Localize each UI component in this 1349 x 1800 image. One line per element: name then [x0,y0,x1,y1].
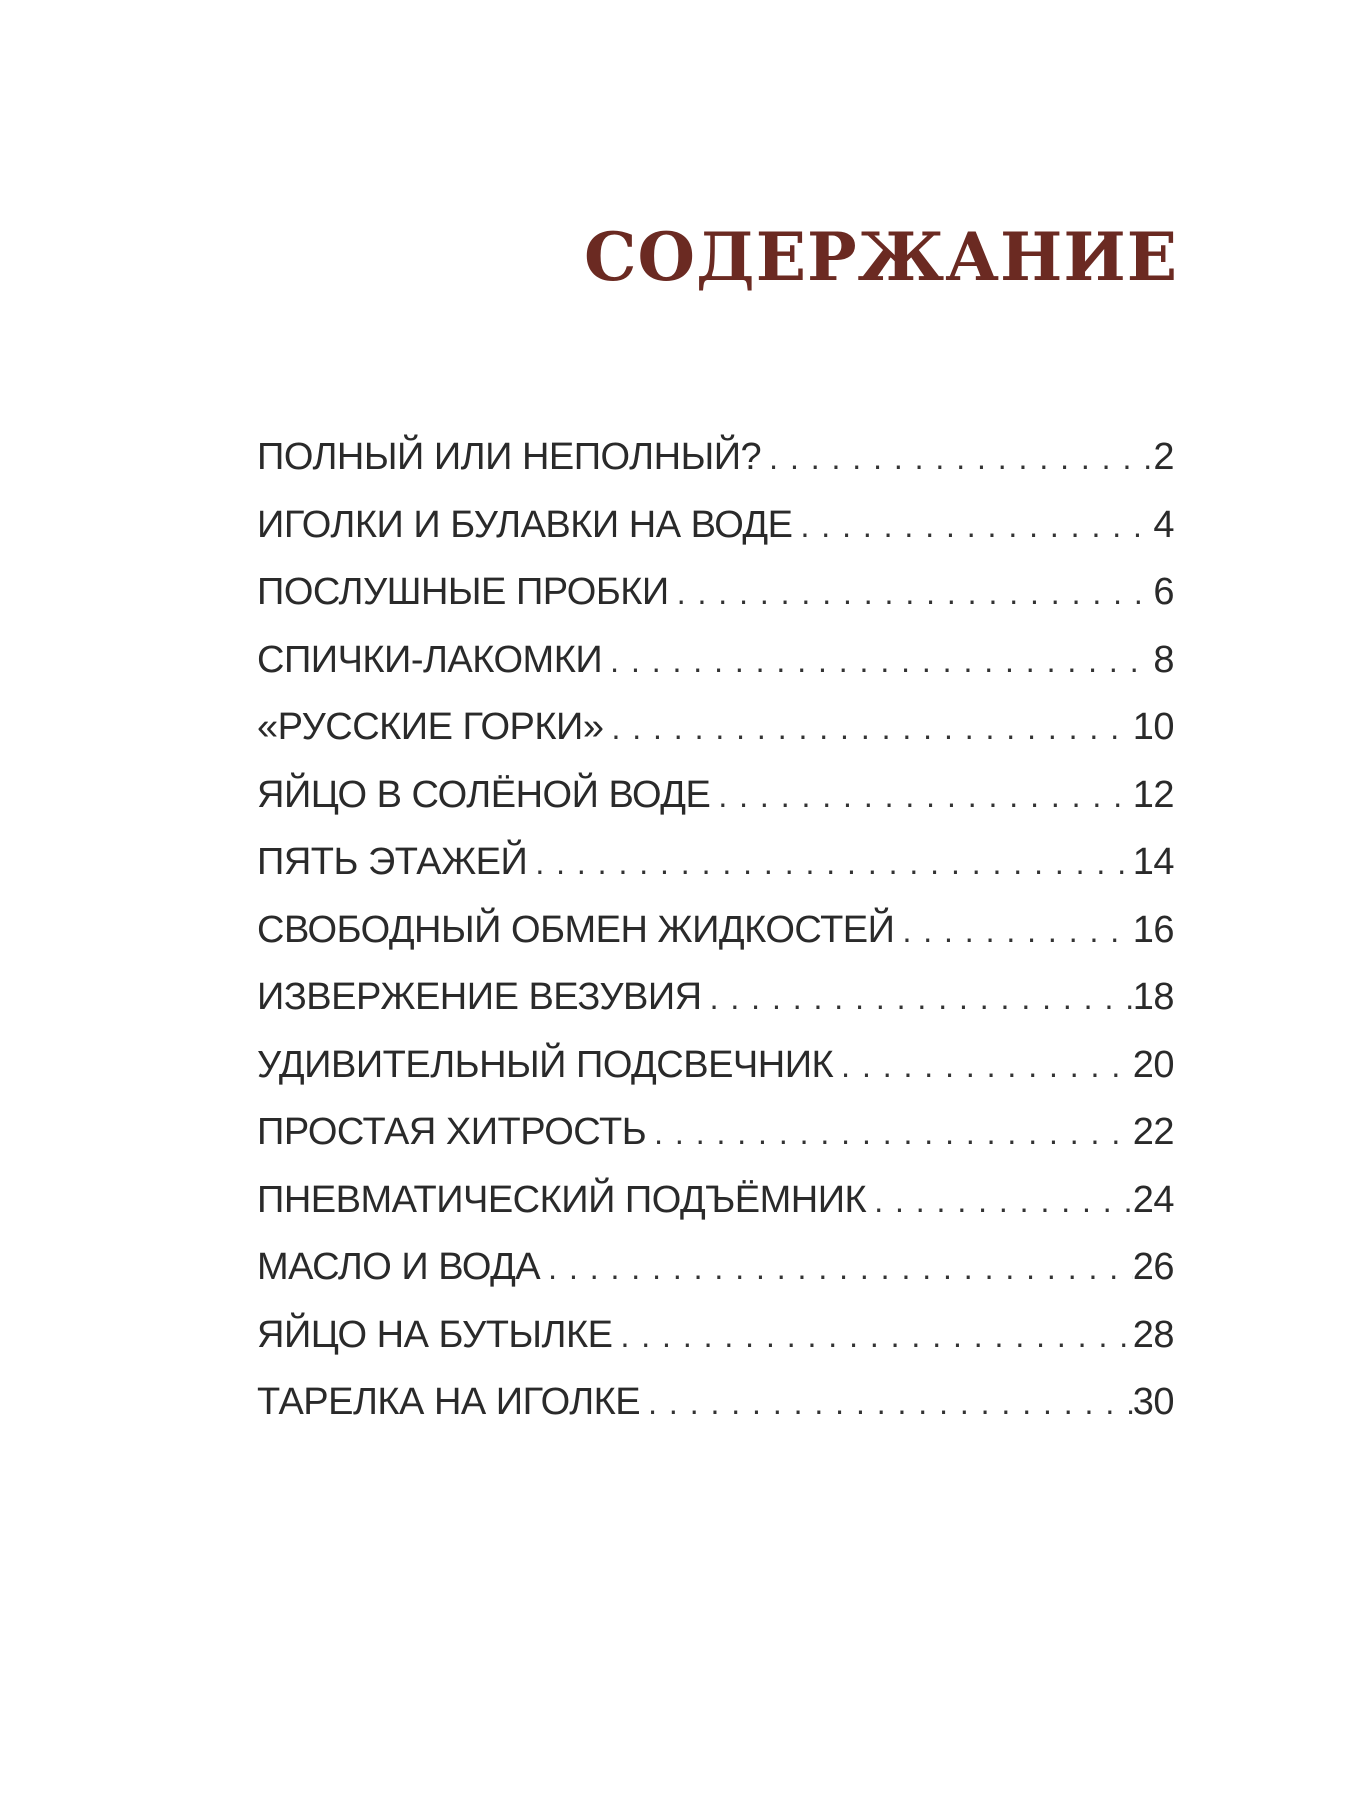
toc-entry[interactable] [257,503,1174,574]
toc-leader-dots [540,1252,1133,1284]
toc-entry[interactable] [257,438,1174,506]
toc-leader-dots [894,915,1132,947]
toc-entry-title: ПЯТЬ ЭТАЖЕЙ [257,841,528,883]
toc-entry[interactable] [257,573,1174,641]
toc-entry-title: ТАРЕЛКА НА ИГОЛКЕ [257,1381,641,1423]
toc-leader-dots [669,577,1154,609]
toc-leader-dots [602,645,1153,677]
toc-entry[interactable] [257,908,1174,979]
toc-entry-title: ЯЙЦО НА БУТЫЛКЕ [257,1313,613,1356]
toc-entry-page: 16 [1132,908,1174,951]
toc-entry-page: 10 [1132,706,1174,748]
toc-leader-dots [640,1387,1133,1419]
toc-entry[interactable] [257,773,1174,844]
toc-entry[interactable] [257,1178,1174,1249]
toc-leader-dots [612,1320,1132,1352]
toc-leader-dots [710,780,1132,812]
toc-entry[interactable] [257,1248,1174,1316]
toc-entry-title: ПОСЛУШНЫЕ ПРОБКИ [257,571,669,613]
toc-entry-title: ЯЙЦО В СОЛЁНОЙ ВОДЕ [257,773,711,816]
toc-entry[interactable] [257,638,1174,709]
toc-entry[interactable] [257,1313,1174,1384]
toc-leader-dots [761,442,1153,474]
toc-entry-title: ПНЕВМАТИЧЕСКИЙ ПОДЪЁМНИК [257,1178,867,1221]
toc-leader-dots [702,982,1133,1014]
toc-entry-title: «РУССКИЕ ГОРКИ» [257,706,604,748]
toc-entry-title: СВОБОДНЫЙ ОБМЕН ЖИДКОСТЕЙ [257,908,895,951]
toc-entry[interactable] [257,1043,1174,1114]
toc-entry-page: 28 [1132,1313,1174,1356]
table-of-contents [257,438,1174,1451]
toc-entry-page: 12 [1132,773,1174,816]
toc-entry-page: 8 [1153,638,1174,681]
toc-entry-page: 18 [1132,976,1174,1018]
toc-entry-title: ИГОЛКИ И БУЛАВКИ НА ВОДЕ [257,503,793,546]
toc-leader-dots [527,847,1132,879]
toc-leader-dots [603,712,1132,744]
page-title: СОДЕРЖАНИЕ [583,218,1178,296]
toc-entry-page: 30 [1132,1381,1174,1423]
toc-leader-dots [833,1050,1133,1082]
toc-entry-page: 24 [1132,1178,1174,1221]
toc-entry[interactable] [257,1113,1174,1181]
toc-entry[interactable] [257,708,1174,776]
toc-entry[interactable] [257,978,1174,1046]
toc-entry-page: 4 [1153,503,1174,546]
toc-entry-page: 22 [1132,1111,1174,1153]
toc-entry-page: 20 [1132,1043,1174,1086]
toc-leader-dots [866,1185,1133,1217]
toc-entry-page: 26 [1132,1246,1174,1288]
toc-leader-dots [646,1117,1133,1149]
toc-entry-page: 6 [1153,571,1174,613]
toc-entry-title: МАСЛО И ВОДА [257,1246,541,1288]
toc-entry-page: 14 [1132,841,1174,883]
toc-entry-title: ПОЛНЫЙ ИЛИ НЕПОЛНЫЙ? [257,436,762,478]
toc-entry-title: СПИЧКИ-ЛАКОМКИ [257,638,603,681]
toc-entry-page: 2 [1153,436,1174,478]
toc-entry-title: ПРОСТАЯ ХИТРОСТЬ [257,1111,647,1153]
toc-leader-dots [793,510,1154,542]
toc-entry[interactable] [257,843,1174,911]
toc-entry[interactable] [257,1383,1174,1451]
toc-entry-title: УДИВИТЕЛЬНЫЙ ПОДСВЕЧНИК [257,1043,834,1086]
toc-entry-title: ИЗВЕРЖЕНИЕ ВЕЗУВИЯ [257,976,702,1018]
